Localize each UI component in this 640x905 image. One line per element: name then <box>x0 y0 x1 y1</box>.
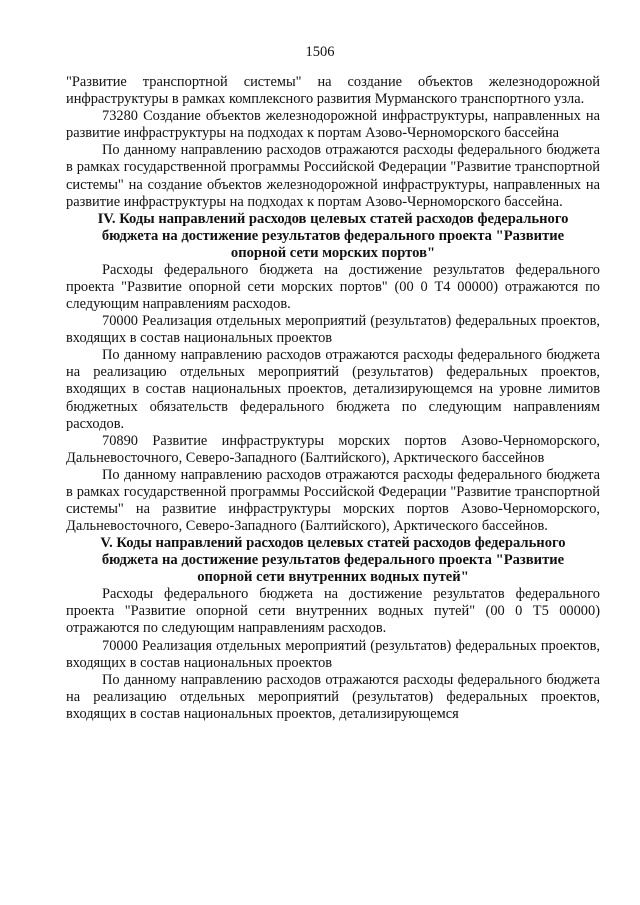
paragraph-description-truncated: По данному направлению расходов отражаются расходы федерального бюджета на реализацию отдельных мероприятий (результатов) федеральных проектов, входящих в состав национальных проектов, детализирующемся <box>66 671 600 722</box>
paragraph-code-73280: 73280 Создание объектов железнодорожной инфраструктуры, направленных на развитие инфраструктуры на подходах к портам Азово-Черноморского бассейна <box>66 108 600 142</box>
paragraph-code-70000: 70000 Реализация отдельных мероприятий (результатов) федеральных проектов, входящих в состав национальных проектов <box>66 637 600 671</box>
paragraph-code-70000: 70000 Реализация отдельных мероприятий (результатов) федеральных проектов, входящих в состав национальных проектов <box>66 313 600 347</box>
paragraph-code-70890: 70890 Развитие инфраструктуры морских портов Азово-Черноморского, Дальневосточного, Северо-Западного (Балтийского), Арктического бассейнов <box>66 432 600 466</box>
section-heading-iv: IV. Коды направлений расходов целевых статей расходов федерального бюджета на достижение результатов федерального проекта "Развитие опорной сети морских портов" <box>97 210 569 261</box>
paragraph-continuation: "Развитие транспортной системы" на создание объектов железнодорожной инфраструктуры в рамках комплексного развития Мурманского транспортного узла. <box>66 74 600 108</box>
paragraph-description: По данному направлению расходов отражаются расходы федерального бюджета на реализацию отдельных мероприятий (результатов) федеральных проектов, входящих в состав национальных проектов, детализирующемся на уровне лимитов бюджетных обязательств федерального бюджета по следующим направлениям расходов. <box>66 347 600 432</box>
paragraph-description: По данному направлению расходов отражаются расходы федерального бюджета в рамках государственной программы Российской Федерации "Развитие транспортной системы" на развитие инфраструктуры морских портов Азово-Черноморского, Дальневосточного, Северо-Западного (Балтийского), Арктического бассейнов. <box>66 466 600 535</box>
section-heading-v: V. Коды направлений расходов целевых статей расходов федерального бюджета на достижение результатов федерального проекта "Развитие опорной сети внутренних водных путей" <box>100 535 566 586</box>
page-number: 1506 <box>305 44 335 60</box>
document-body <box>66 74 600 723</box>
paragraph-intro-v: Расходы федерального бюджета на достижение результатов федерального проекта "Развитие опорной сети внутренних водных путей" (00 0 Т5 00000) отражаются по следующим направлениям расходов. <box>66 586 600 637</box>
paragraph-description: По данному направлению расходов отражаются расходы федерального бюджета в рамках государственной программы Российской Федерации "Развитие транспортной системы" на создание объектов железнодорожной инфраструктуры, направленных на развитие инфраструктуры на подходах к портам Азово-Черноморского бассейна. <box>66 142 600 210</box>
paragraph-intro-iv: Расходы федерального бюджета на достижение результатов федерального проекта "Развитие опорной сети морских портов" (00 0 Т4 00000) отражаются по следующим направлениям расходов. <box>66 261 600 312</box>
